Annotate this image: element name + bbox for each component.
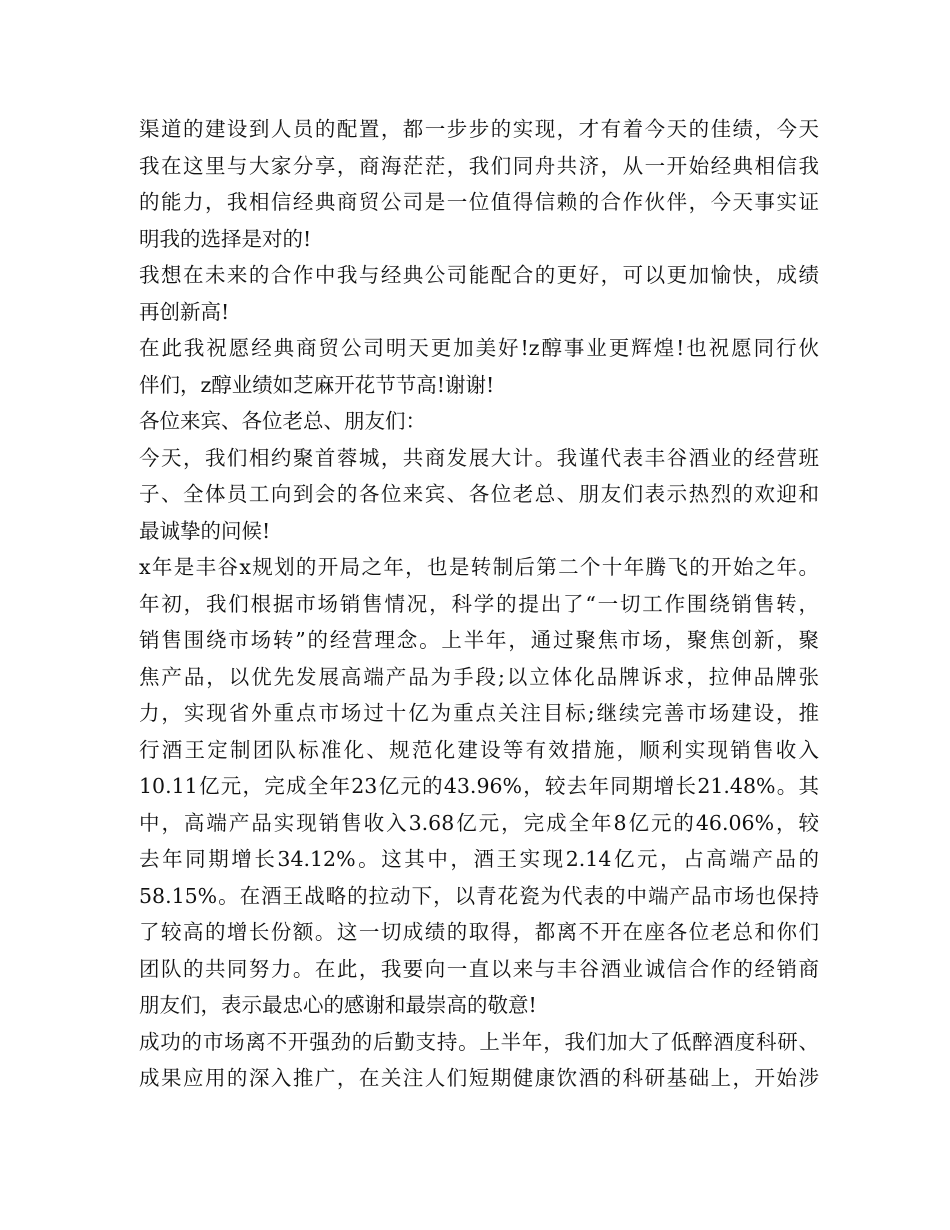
- text-line: 中，高端产品实现销售收入3.68亿元，完成全年8亿元的46.06%，较: [139, 810, 819, 835]
- text-line: 子、全体员工向到会的各位来宾、各位老总、朋友们表示热烈的欢迎和: [139, 482, 819, 506]
- text-line: 销售围绕市场转”的经营理念。上半年，通过聚焦市场，聚焦创新，聚: [139, 628, 819, 652]
- text-line: 今天，我们相约聚首蓉城，共商发展大计。我谨代表丰谷酒业的经营班: [139, 445, 819, 470]
- text-line: 58.15%。在酒王战略的拉动下，以青花瓷为代表的中端产品市场也保持: [139, 883, 819, 908]
- text-line: 成果应用的深入推广，在关注人们短期健康饮酒的科研基础上，开始涉: [139, 1066, 819, 1090]
- text-line: 最诚挚的问候!: [139, 518, 271, 543]
- document-body: [139, 111, 819, 1097]
- text-line: 焦产品，以优先发展高端产品为手段;以立体化品牌诉求，拉伸品牌张: [139, 664, 819, 689]
- text-line: 行酒王定制团队标准化、规范化建设等有效措施，顺利实现销售收入: [139, 737, 819, 762]
- text-line: 在此我祝愿经典商贸公司明天更加美好!z醇事业更辉煌!也祝愿同行伙: [139, 336, 819, 360]
- text-line: 了较高的增长份额。这一切成绩的取得，都离不开在座各位老总和你们: [139, 920, 819, 944]
- text-line: 10.11亿元，完成全年23亿元的43.96%，较去年同期增长21.48%。其: [139, 774, 819, 798]
- text-line: 成功的市场离不开强劲的后勤支持。上半年，我们加大了低醉酒度科研、: [139, 1029, 819, 1054]
- text-line: x年是丰谷x规划的开局之年，也是转制后第二个十年腾飞的开始之年。: [139, 555, 819, 579]
- text-line: 我想在未来的合作中我与经典公司能配合的更好，可以更加愉快，成绩: [139, 263, 819, 287]
- text-line: 我在这里与大家分享，商海茫茫，我们同舟共济，从一开始经典相信我: [139, 153, 819, 178]
- text-line: 明我的选择是对的!: [139, 226, 312, 251]
- text-line: 朋友们，表示最忠心的感谢和最崇高的敬意!: [139, 993, 537, 1017]
- text-line: 力，实现省外重点市场过十亿为重点关注目标;继续完善市场建设，推: [139, 701, 819, 725]
- text-line: 年初，我们根据市场销售情况，科学的提出了“一切工作围绕销售转，: [139, 591, 819, 616]
- text-line: 去年同期增长34.12%。这其中，酒王实现2.14亿元，占高端产品的: [139, 847, 819, 871]
- text-line: 各位来宾、各位老总、朋友们：: [139, 409, 426, 433]
- text-line: 伴们，z醇业绩如芝麻开花节节高!谢谢!: [139, 372, 495, 397]
- text-line: 的能力，我相信经典商贸公司是一位值得信赖的合作伙伴，今天事实证: [139, 190, 819, 214]
- text-line: 渠道的建设到人员的配置，都一步步的实现，才有着今天的佳绩，今天: [139, 117, 819, 141]
- text-line: 团队的共同努力。在此，我要向一直以来与丰谷酒业诚信合作的经销商: [139, 956, 819, 981]
- text-line: 再创新高!: [139, 299, 230, 324]
